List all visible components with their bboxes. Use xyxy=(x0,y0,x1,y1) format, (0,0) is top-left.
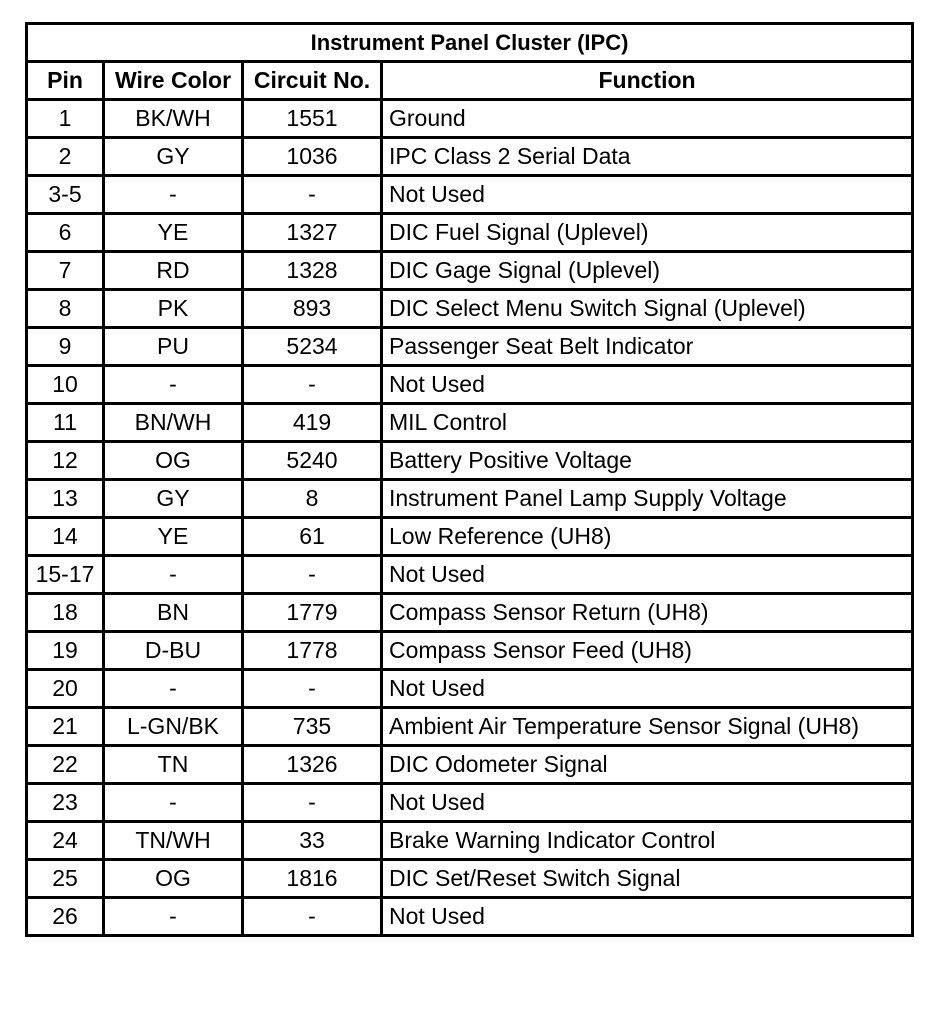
pin-cell: 25 xyxy=(27,860,104,898)
circuit-number-cell: 33 xyxy=(243,822,382,860)
table-row xyxy=(27,556,913,594)
wire-color-cell: OG xyxy=(104,442,243,480)
wire-color-cell: D-BU xyxy=(104,632,243,670)
pin-cell: 26 xyxy=(27,898,104,936)
table-row xyxy=(27,822,913,860)
pin-cell: 1 xyxy=(27,100,104,138)
table-row xyxy=(27,404,913,442)
wire-color-cell: L-GN/BK xyxy=(104,708,243,746)
table-row xyxy=(27,442,913,480)
table-row xyxy=(27,670,913,708)
pin-cell: 9 xyxy=(27,328,104,366)
wire-color-cell: RD xyxy=(104,252,243,290)
circuit-number-cell: - xyxy=(243,784,382,822)
function-cell: Not Used xyxy=(382,784,913,822)
function-cell: Not Used xyxy=(382,176,913,214)
wire-color-cell: BK/WH xyxy=(104,100,243,138)
circuit-number-cell: 1327 xyxy=(243,214,382,252)
circuit-number-cell: - xyxy=(243,670,382,708)
wire-color-cell: BN xyxy=(104,594,243,632)
pin-cell: 8 xyxy=(27,290,104,328)
function-cell: DIC Odometer Signal xyxy=(382,746,913,784)
wire-color-cell: - xyxy=(104,784,243,822)
pin-cell: 10 xyxy=(27,366,104,404)
function-cell: DIC Fuel Signal (Uplevel) xyxy=(382,214,913,252)
wire-color-cell: YE xyxy=(104,518,243,556)
table-row xyxy=(27,480,913,518)
table-row xyxy=(27,708,913,746)
table-row xyxy=(27,176,913,214)
pin-cell: 23 xyxy=(27,784,104,822)
function-cell: DIC Set/Reset Switch Signal xyxy=(382,860,913,898)
circuit-number-cell: 8 xyxy=(243,480,382,518)
table-row xyxy=(27,100,913,138)
pin-cell: 21 xyxy=(27,708,104,746)
circuit-number-cell: 1328 xyxy=(243,252,382,290)
header-wire-color: Wire Color xyxy=(104,62,243,100)
table-row xyxy=(27,138,913,176)
table-row xyxy=(27,594,913,632)
pin-cell: 14 xyxy=(27,518,104,556)
function-cell: Compass Sensor Feed (UH8) xyxy=(382,632,913,670)
wire-color-cell: BN/WH xyxy=(104,404,243,442)
pin-cell: 18 xyxy=(27,594,104,632)
header-circuit-no: Circuit No. xyxy=(243,62,382,100)
wire-color-cell: TN/WH xyxy=(104,822,243,860)
wire-color-cell: - xyxy=(104,898,243,936)
pin-cell: 15-17 xyxy=(27,556,104,594)
table-row xyxy=(27,366,913,404)
header-pin: Pin xyxy=(27,62,104,100)
table-row xyxy=(27,632,913,670)
wire-color-cell: PK xyxy=(104,290,243,328)
circuit-number-cell: 1326 xyxy=(243,746,382,784)
table-row xyxy=(27,290,913,328)
pin-cell: 6 xyxy=(27,214,104,252)
circuit-number-cell: 5234 xyxy=(243,328,382,366)
circuit-number-cell: 1551 xyxy=(243,100,382,138)
table-body xyxy=(27,100,913,936)
circuit-number-cell: 61 xyxy=(243,518,382,556)
wire-color-cell: YE xyxy=(104,214,243,252)
pin-cell: 19 xyxy=(27,632,104,670)
function-cell: Not Used xyxy=(382,670,913,708)
circuit-number-cell: 893 xyxy=(243,290,382,328)
connector-table-container xyxy=(25,22,911,937)
wire-color-cell: GY xyxy=(104,480,243,518)
wire-color-cell: - xyxy=(104,176,243,214)
table-row xyxy=(27,328,913,366)
pin-cell: 20 xyxy=(27,670,104,708)
circuit-number-cell: 735 xyxy=(243,708,382,746)
function-cell: Compass Sensor Return (UH8) xyxy=(382,594,913,632)
connector-pinout-table xyxy=(25,22,914,937)
function-cell: Low Reference (UH8) xyxy=(382,518,913,556)
function-cell: Battery Positive Voltage xyxy=(382,442,913,480)
pin-cell: 24 xyxy=(27,822,104,860)
circuit-number-cell: 419 xyxy=(243,404,382,442)
circuit-number-cell: - xyxy=(243,898,382,936)
function-cell: Ground xyxy=(382,100,913,138)
circuit-number-cell: 5240 xyxy=(243,442,382,480)
pin-cell: 7 xyxy=(27,252,104,290)
table-row xyxy=(27,784,913,822)
pin-cell: 22 xyxy=(27,746,104,784)
circuit-number-cell: 1816 xyxy=(243,860,382,898)
table-row xyxy=(27,898,913,936)
header-row xyxy=(27,62,913,100)
pin-cell: 3-5 xyxy=(27,176,104,214)
function-cell: MIL Control xyxy=(382,404,913,442)
pin-cell: 13 xyxy=(27,480,104,518)
function-cell: DIC Gage Signal (Uplevel) xyxy=(382,252,913,290)
title-row xyxy=(27,24,913,62)
wire-color-cell: GY xyxy=(104,138,243,176)
table-title: Instrument Panel Cluster (IPC) xyxy=(27,24,913,62)
function-cell: Not Used xyxy=(382,556,913,594)
function-cell: DIC Select Menu Switch Signal (Uplevel) xyxy=(382,290,913,328)
function-cell: Not Used xyxy=(382,898,913,936)
wire-color-cell: PU xyxy=(104,328,243,366)
table-row xyxy=(27,214,913,252)
circuit-number-cell: - xyxy=(243,176,382,214)
pin-cell: 11 xyxy=(27,404,104,442)
circuit-number-cell: - xyxy=(243,366,382,404)
circuit-number-cell: - xyxy=(243,556,382,594)
table-row xyxy=(27,518,913,556)
table-row xyxy=(27,860,913,898)
function-cell: IPC Class 2 Serial Data xyxy=(382,138,913,176)
pin-cell: 2 xyxy=(27,138,104,176)
function-cell: Brake Warning Indicator Control xyxy=(382,822,913,860)
wire-color-cell: - xyxy=(104,670,243,708)
wire-color-cell: - xyxy=(104,366,243,404)
pin-cell: 12 xyxy=(27,442,104,480)
header-function: Function xyxy=(382,62,913,100)
function-cell: Not Used xyxy=(382,366,913,404)
table-row xyxy=(27,746,913,784)
wire-color-cell: - xyxy=(104,556,243,594)
function-cell: Ambient Air Temperature Sensor Signal (UH8) xyxy=(382,708,913,746)
table-row xyxy=(27,252,913,290)
circuit-number-cell: 1036 xyxy=(243,138,382,176)
function-cell: Passenger Seat Belt Indicator xyxy=(382,328,913,366)
wire-color-cell: TN xyxy=(104,746,243,784)
circuit-number-cell: 1779 xyxy=(243,594,382,632)
function-cell: Instrument Panel Lamp Supply Voltage xyxy=(382,480,913,518)
wire-color-cell: OG xyxy=(104,860,243,898)
circuit-number-cell: 1778 xyxy=(243,632,382,670)
